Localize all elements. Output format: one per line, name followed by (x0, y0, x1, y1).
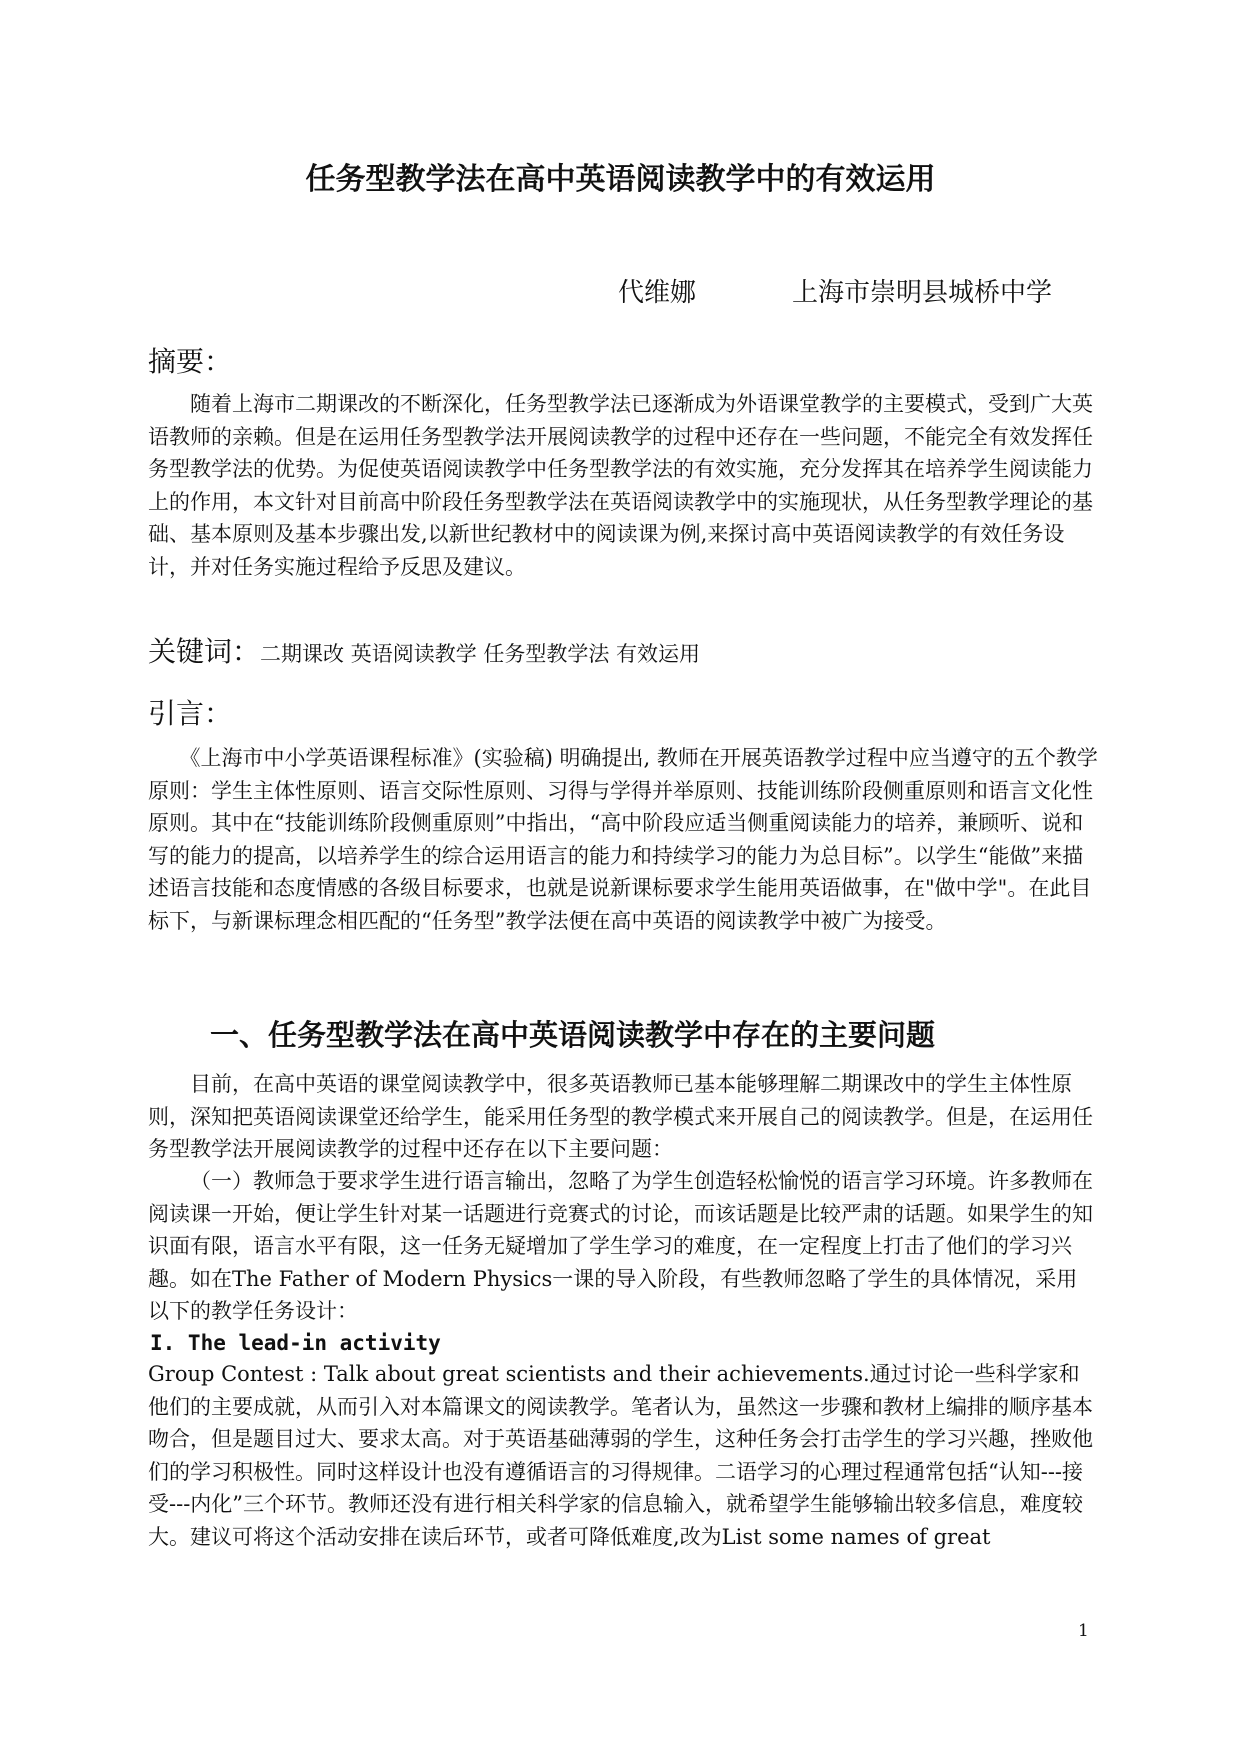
section-1-paragraph-1: 目前，在高中英语的课堂阅读教学中，很多英语教师已基本能够理解二期课改中的学生主体性原则，深知把英语阅读课堂还给学生，能采用任务型的教学模式来开展自己的阅读教学。但是，在运用任务型教学法开展阅读教学的过程中还存在以下主要问题： (148, 1072, 1093, 1161)
keywords-label: 关键词： (148, 635, 261, 668)
author-name: 代维娜 (618, 278, 697, 308)
author-affiliation: 上海市崇明县城桥中学 (792, 278, 1053, 308)
introduction-label: 引言： (148, 697, 233, 730)
keywords-text: 二期课改 英语阅读教学 任务型教学法 有效运用 (260, 642, 701, 666)
section-1-paragraph-3: Group Contest : Talk about great scientists and their achievements.通过讨论一些科学家和他们的主要成就，从而引入对本篇课文的阅读教学。笔者认为，虽然这一步骤和教材上编排的顺序基本吻合，但是题目过大、要求太高。对于英语基础薄弱的学生，这种任务会打击学生的学习兴趣，挫败他们的学习积极性。同时这样设计也没有遵循语言的习得规律。二语学习的心理过程通常包括“认知---接受---内化”三个环节。教师还没有进行相关科学家的信息输入，就希望学生能够输出较多信息，难度较大。建议可将这个活动安排在读后环节，或者可降低难度,改为List some names of great (148, 1362, 1093, 1549)
section-1-heading: 一、任务型教学法在高中英语阅读教学中存在的主要问题 (210, 1018, 936, 1052)
activity-heading: I. The lead-in activity (150, 1331, 441, 1355)
section-1-paragraph-2: （一）教师急于要求学生进行语言输出，忽略了为学生创造轻松愉悦的语言学习环境。许多教师在阅读课一开始，便让学生针对某一话题进行竞赛式的讨论，而该话题是比较严肃的话题。如果学生的知识面有限，语言水平有限，这一任务无疑增加了学生学习的难度，在一定程度上打击了他们的学习兴趣。如在The Father of Modern Physics一课的导入阶段，有些教师忽略了学生的具体情况，采用以下的教学任务设计： (148, 1169, 1093, 1323)
keywords-line (148, 632, 1098, 674)
abstract-text: 随着上海市二期课改的不断深化，任务型教学法已逐渐成为外语课堂教学的主要模式，受到广大英语教师的亲赖。但是在运用任务型教学法开展阅读教学的过程中还存在一些问题，不能完全有效发挥任务型教学法的优势。为促使英语阅读教学中任务型教学法的有效实施，充分发挥其在培养学生阅读能力上的作用，本文针对目前高中阶段任务型教学法在英语阅读教学中的实施现状，从任务型教学理论的基础、基本原则及基本步骤出发,以新世纪教材中的阅读课为例,来探讨高中英语阅读教学的有效任务设计，并对任务实施过程给予反思及建议。 (148, 392, 1093, 579)
abstract-label: 摘要： (148, 345, 233, 378)
introduction-text: 《上海市中小学英语课程标准》(实验稿) 明确提出, 教师在开展英语教学过程中应当遵守的五个教学原则：学生主体性原则、语言交际性原则、习得与学得并举原则、技能训练阶段侧重原则和语言文化性原则。其中在“技能训练阶段侧重原则”中指出，“高中阶段应适当侧重阅读能力的培养，兼顾听、说和写的能力的提高，以培养学生的综合运用语言的能力和持续学习的能力为总目标”。以学生“能做”来描述语言技能和态度情感的各级目标要求，也就是说新课标要求学生能用英语做事，在"做中学"。在此目标下，与新课标理念相匹配的“任务型”教学法便在高中英语的阅读教学中被广为接受。 (148, 746, 1098, 933)
page-number: 1 (1078, 1621, 1089, 1641)
document-title: 任务型教学法在高中英语阅读教学中的有效运用 (305, 162, 936, 197)
